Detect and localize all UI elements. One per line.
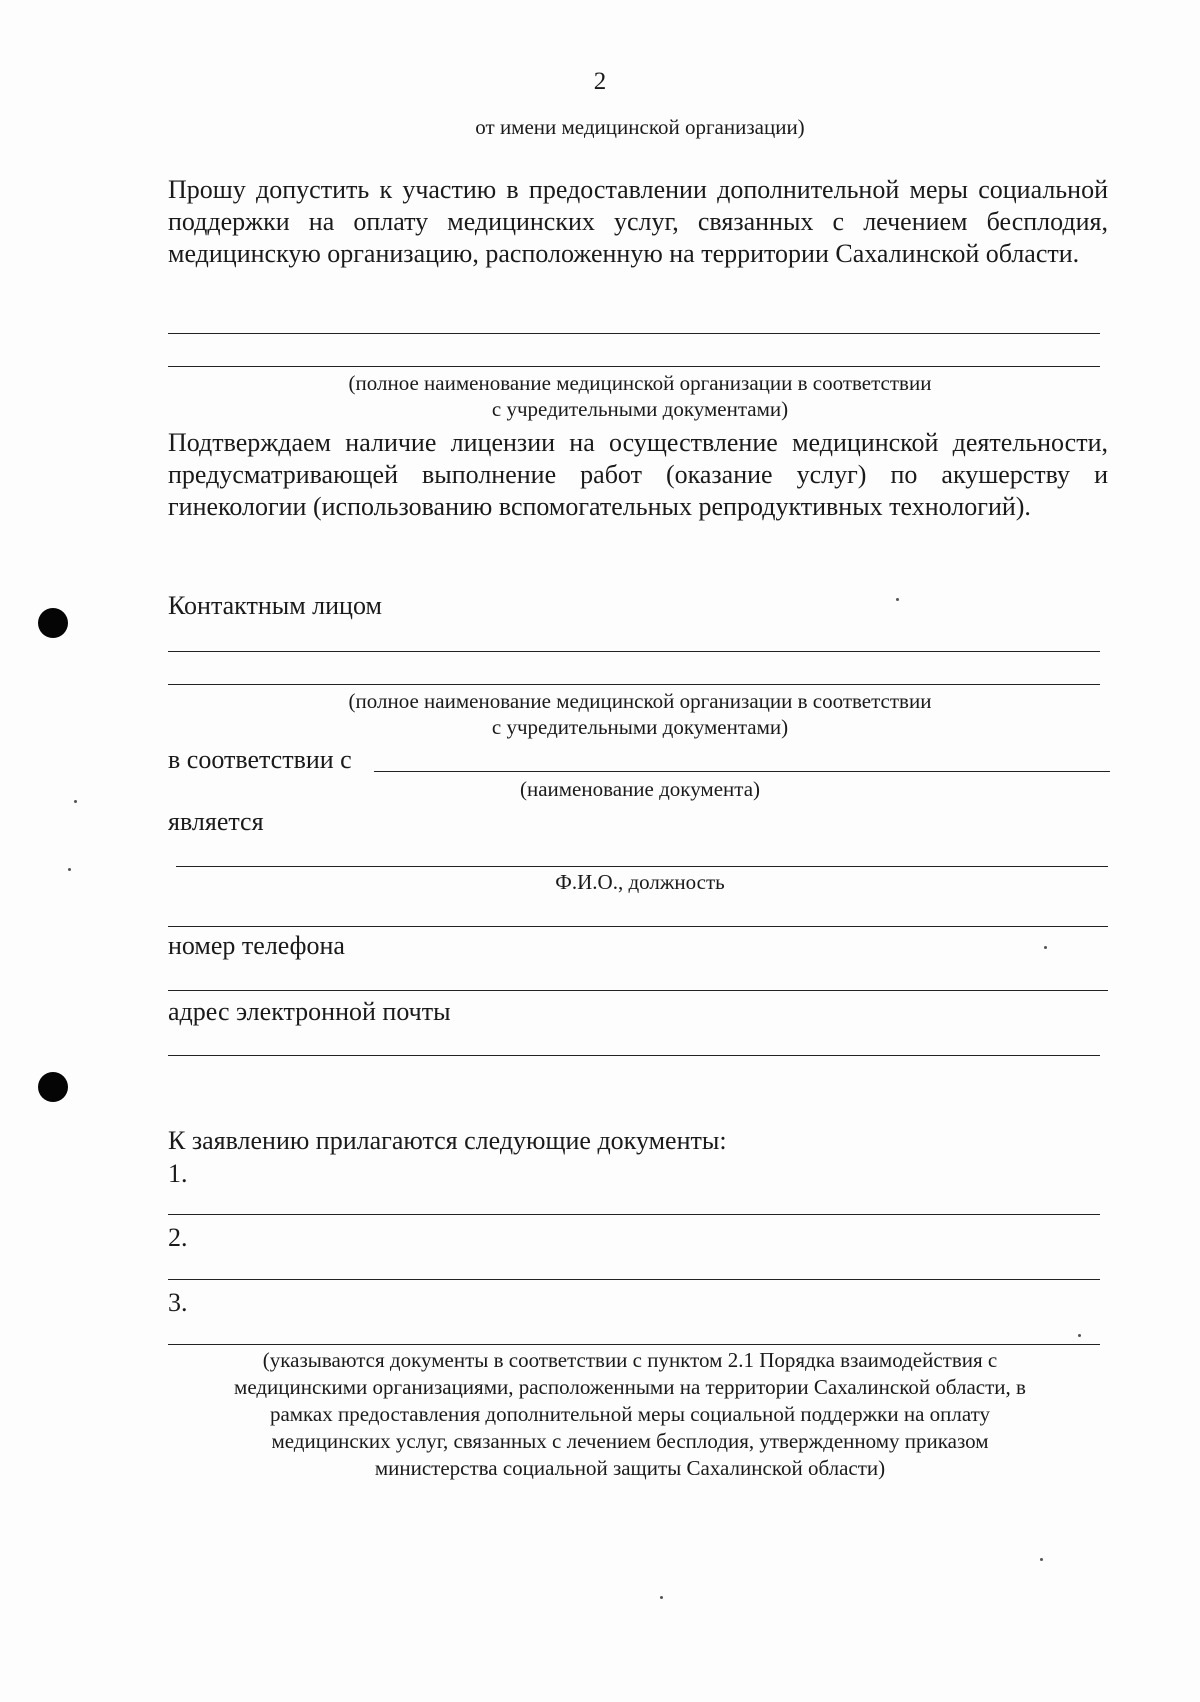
accordance-label: в соответствии с [168,745,352,774]
org-name-caption-line-2: с учредительными документами) [491,397,789,421]
footer-note-line-5: министерства социальной защиты Сахалинской области) [374,1456,886,1480]
phone-label: номер телефона [168,931,345,960]
contact-line-1[interactable] [168,651,1100,652]
header-fragment: от имени медицинской организации) [475,115,805,139]
fio-caption: Ф.И.О., должность [555,870,725,894]
document-name-line[interactable] [374,771,1110,772]
scan-speck [896,598,899,601]
contact-caption [260,688,1020,740]
contact-caption-line-2: с учредительными документами) [491,715,789,739]
footer-note-line-2: медицинскими организациями, расположенными на территории Сахалинской области, в [234,1375,1026,1399]
attachments-heading: К заявлению прилагаются следующие документы: [168,1126,727,1155]
footer-note [160,1347,1100,1482]
attachment-item-1: 1. [168,1159,188,1188]
contact-label: Контактным лицом [168,591,382,620]
org-name-caption [260,370,1020,422]
footer-note-line-3: рамках предоставления дополнительной меры социальной поддержки на оплату [269,1402,991,1426]
email-line[interactable] [168,1055,1100,1056]
binder-hole-bottom [38,1072,68,1102]
attachment-item-2: 2. [168,1223,188,1252]
is-label: является [168,807,264,836]
attachment-line-3[interactable] [168,1344,1100,1345]
scan-speck [660,1596,663,1599]
phone-line[interactable] [168,990,1108,991]
scan-speck [68,868,71,871]
scan-speck [74,800,77,803]
org-name-line-1[interactable] [168,333,1100,334]
attachment-line-2[interactable] [168,1279,1100,1280]
document-caption: (наименование документа) [519,777,761,801]
fio-line[interactable] [176,866,1108,867]
footer-note-line-4: медицинских услуг, связанных с лечением бесплодия, утвержденному приказом [271,1429,989,1453]
license-paragraph: Подтверждаем наличие лицензии на осуществление медицинской деятельности, предусматривающей выполнение работ (оказание услуг) по акушерству и гинекологии (использованию вспомогательных репродуктивных технологий). [168,428,1108,521]
attachment-item-3: 3. [168,1288,188,1317]
request-paragraph: Прошу допустить к участию в предоставлении дополнительной меры социальной поддержки на оплату медицинских услуг, связанных с лечением бесплодия, медицинскую организацию, расположенную на территории Сахалинской области. [168,175,1108,268]
email-label: адрес электронной почты [168,997,451,1026]
scan-speck [1078,1334,1081,1337]
contact-line-2[interactable] [168,684,1100,685]
binder-hole-top [38,608,68,638]
org-name-line-2[interactable] [168,366,1100,367]
scan-speck [1040,1558,1043,1561]
contact-caption-line-1: (полное наименование медицинской организации в соответствии [348,689,932,713]
position-line[interactable] [168,926,1108,927]
scan-speck [1044,946,1047,949]
page-number: 2 [593,68,607,95]
attachment-line-1[interactable] [168,1214,1100,1215]
org-name-caption-line-1: (полное наименование медицинской организации в соответствии [348,371,932,395]
footer-note-line-1: (указываются документы в соответствии с пунктом 2.1 Порядка взаимодействия с [262,1348,998,1372]
